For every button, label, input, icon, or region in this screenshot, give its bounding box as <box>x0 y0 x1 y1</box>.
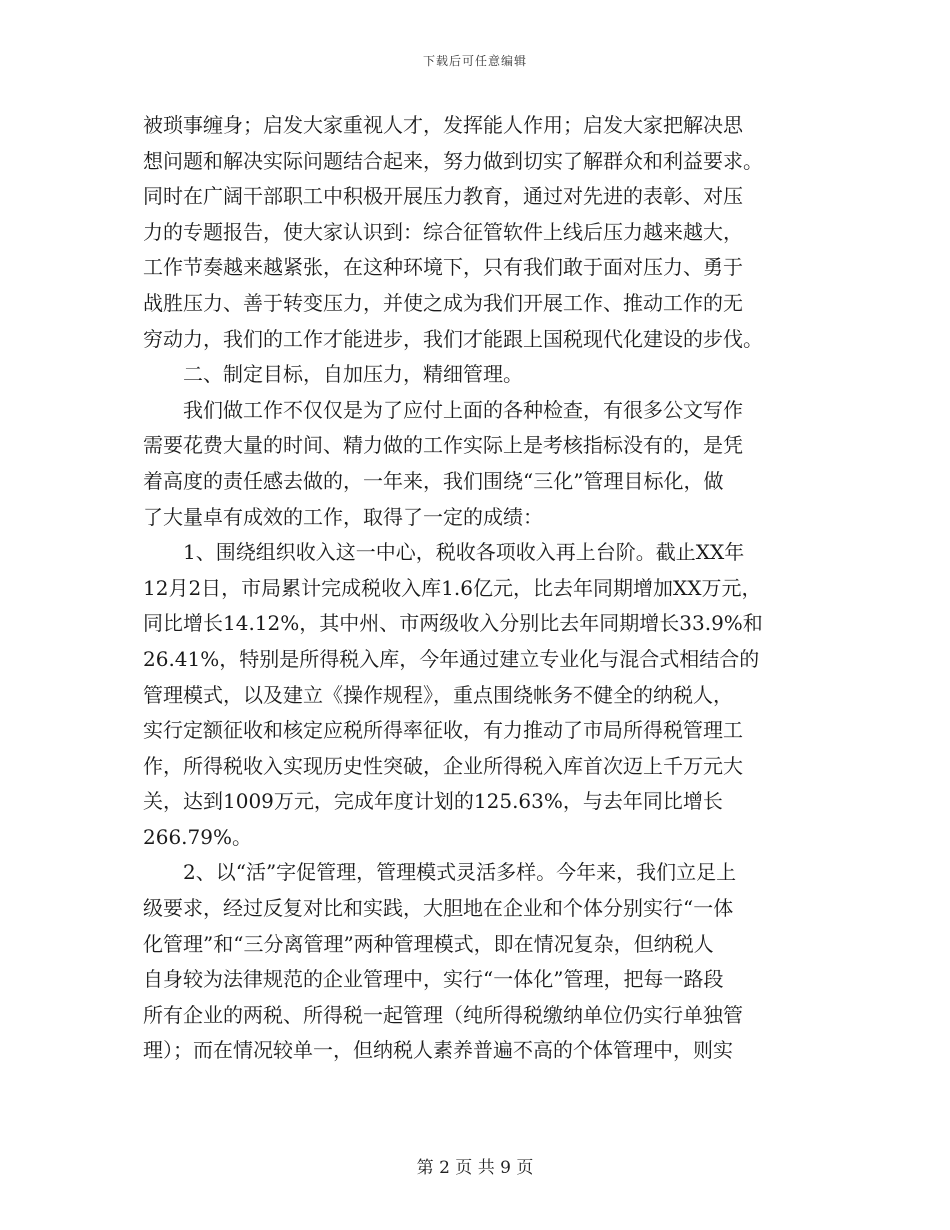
text-line: 了大量卓有成效的工作，取得了一定的成绩： <box>143 504 543 529</box>
text-line: 266.79%。 <box>143 824 252 849</box>
text-line: 实行定额征收和核定应税所得率征收，有力推动了市局所得税管理工 <box>143 718 743 743</box>
text-line: 化管理”和“三分离管理”两种管理模式，即在情况复杂，但纳税人 <box>143 931 714 956</box>
text-line: 想问题和解决实际问题结合起来，努力做到切实了解群众和利益要求。 <box>143 148 763 173</box>
page-header: 下载后可任意编辑 <box>422 54 527 68</box>
text-line: 26.41%，特别是所得税入库，今年通过建立专业化与混合式相结合的 <box>143 646 760 671</box>
text-line: 自身较为法律规范的企业管理中，实行“一体化”管理，把每一路段 <box>143 967 724 992</box>
text-line: 同时在广阔干部职工中积极开展压力教育，通过对先进的表彰、对压 <box>143 184 743 209</box>
text-line: 着高度的责任感去做的，一年来，我们围绕“三化”管理目标化，做 <box>143 468 724 493</box>
text-line: 需要花费大量的时间、精力做的工作实际上是考核指标没有的，是凭 <box>143 433 743 458</box>
text-line: 被琐事缠身；启发大家重视人才，发挥能人作用；启发大家把解决思 <box>143 113 743 137</box>
text-line: 工作节奏越来越紧张，在这种环境下，只有我们敢于面对压力、勇于 <box>143 255 743 280</box>
text-line: 所有企业的两税、所得税一起管理（纯所得税缴纳单位仍实行单独管 <box>143 1002 743 1027</box>
text-line: 12月2日，市局累计完成税收入库1.6亿元，比去年同期增加XX万元， <box>143 575 762 600</box>
text-line: 关，达到1009万元，完成年度计划的125.63%，与去年同比增长 <box>143 789 723 814</box>
text-line: 力的专题报告，使大家认识到：综合征管软件上线后压力越来越大， <box>143 219 743 244</box>
section-heading: 二、制定目标，自加压力，精细管理。 <box>183 362 523 387</box>
page-number: 第 2 页 共 9 页 <box>416 1158 534 1178</box>
text-line: 管理模式，以及建立《操作规程》，重点围绕帐务不健全的纳税人， <box>143 682 733 707</box>
text-line: 2、以“活”字促管理，管理模式灵活多样。今年来，我们立足上 <box>183 860 737 885</box>
text-line: 同比增长14.12%，其中州、市两级收入分别比去年同期增长33.9%和 <box>143 611 763 636</box>
text-line: 级要求，经过反复对比和实践，大胆地在企业和个体分别实行“一体 <box>143 896 734 921</box>
text-line: 1、围绕组织收入这一中心，税收各项收入再上台阶。截止XX年 <box>183 540 745 565</box>
text-line: 理）；而在情况较单一，但纳税人素养普遍不高的个体管理中，则实 <box>143 1038 733 1063</box>
text-line: 战胜压力、善于转变压力，并使之成为我们开展工作、推动工作的无 <box>143 290 743 315</box>
text-line: 穷动力，我们的工作才能进步，我们才能跟上国税现代化建设的步伐。 <box>143 326 763 351</box>
document-body <box>143 108 823 1069</box>
text-line: 作，所得税收入实现历史性突破，企业所得税入库首次迈上千万元大 <box>143 753 743 778</box>
text-line: 我们做工作不仅仅是为了应付上面的各种检查，有很多公文写作 <box>183 397 743 422</box>
